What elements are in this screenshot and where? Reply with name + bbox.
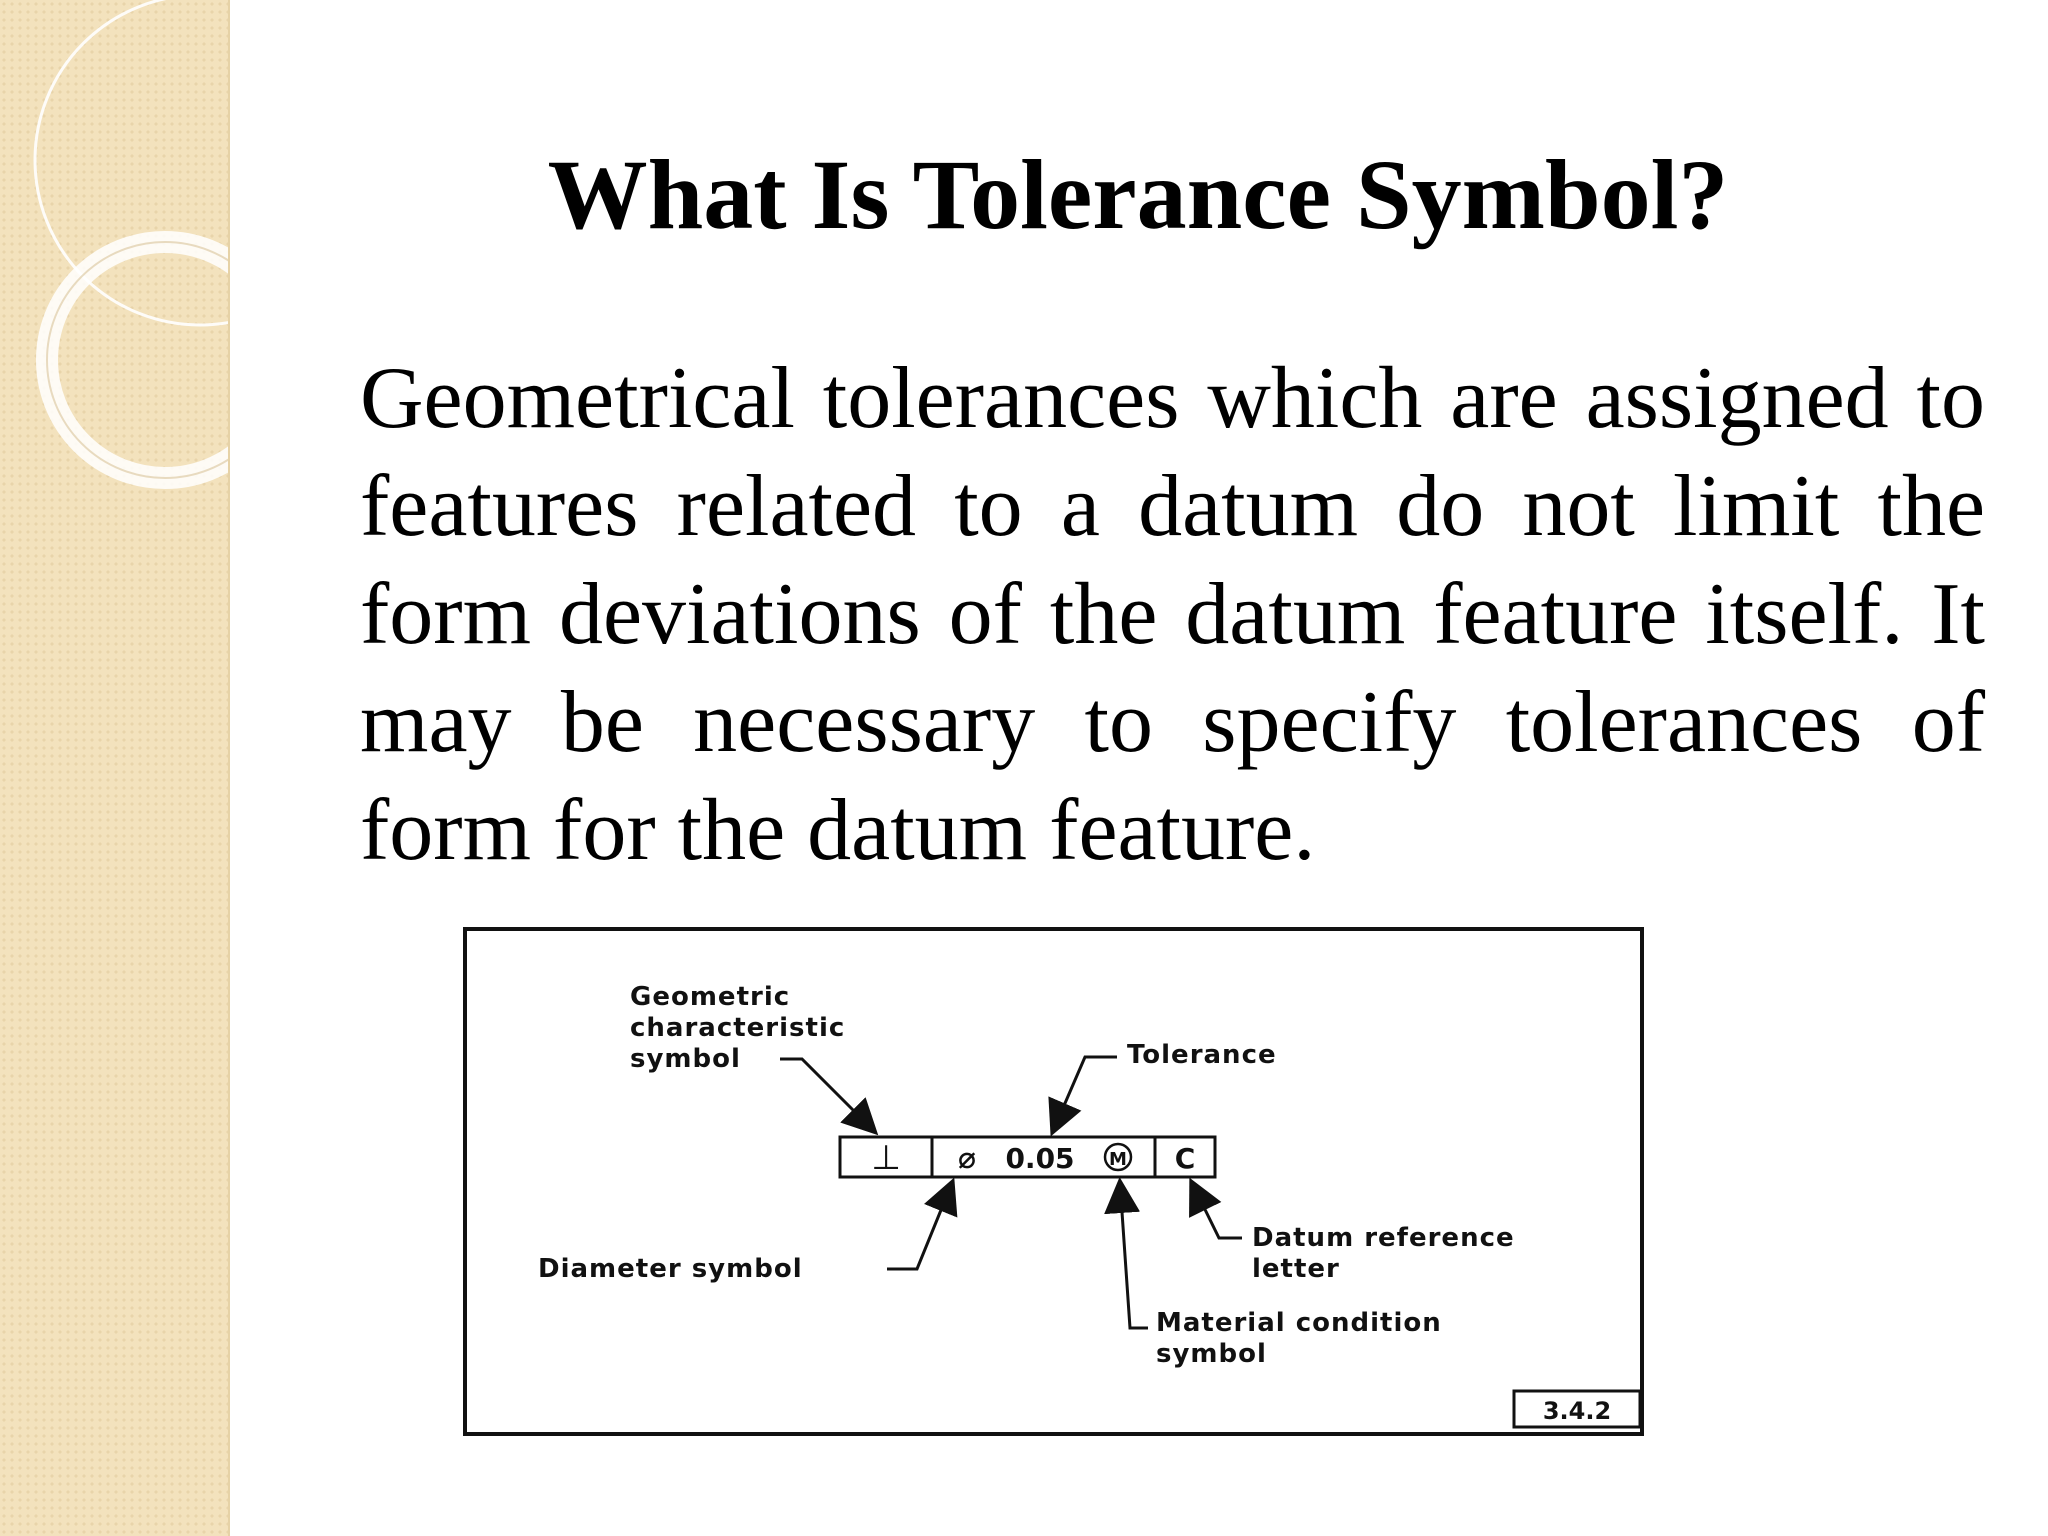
frame-tolerance-value: 0.05 bbox=[1005, 1142, 1075, 1175]
label-datum-reference: Datum reference letter bbox=[1252, 1223, 1515, 1284]
decorative-sidebar bbox=[0, 0, 230, 1536]
label-tolerance: Tolerance bbox=[1127, 1040, 1277, 1070]
frame-datum-letter: C bbox=[1174, 1142, 1196, 1175]
tolerance-diagram bbox=[462, 926, 1645, 1438]
figure-number: 3.4.2 bbox=[1542, 1397, 1612, 1425]
slide-body-text: Geometrical tolerances which are assigned to features related to a datum do not limit the form deviations of the datum feature itself. It may be necessary to specify tolerances of form for the datum feature. bbox=[360, 350, 1985, 879]
slide-title: What Is Tolerance Symbol? bbox=[547, 139, 1729, 250]
label-diameter-symbol: Diameter symbol bbox=[538, 1254, 803, 1284]
frame-diameter-glyph: ⌀ bbox=[957, 1141, 977, 1176]
frame-modifier: M bbox=[1109, 1149, 1127, 1170]
decorative-rings bbox=[0, 0, 228, 1536]
frame-characteristic-symbol: ⊥ bbox=[871, 1138, 901, 1178]
label-material-condition: Material condition symbol bbox=[1156, 1308, 1442, 1369]
label-geometric-characteristic: Geometric characteristic symbol bbox=[630, 982, 846, 1074]
